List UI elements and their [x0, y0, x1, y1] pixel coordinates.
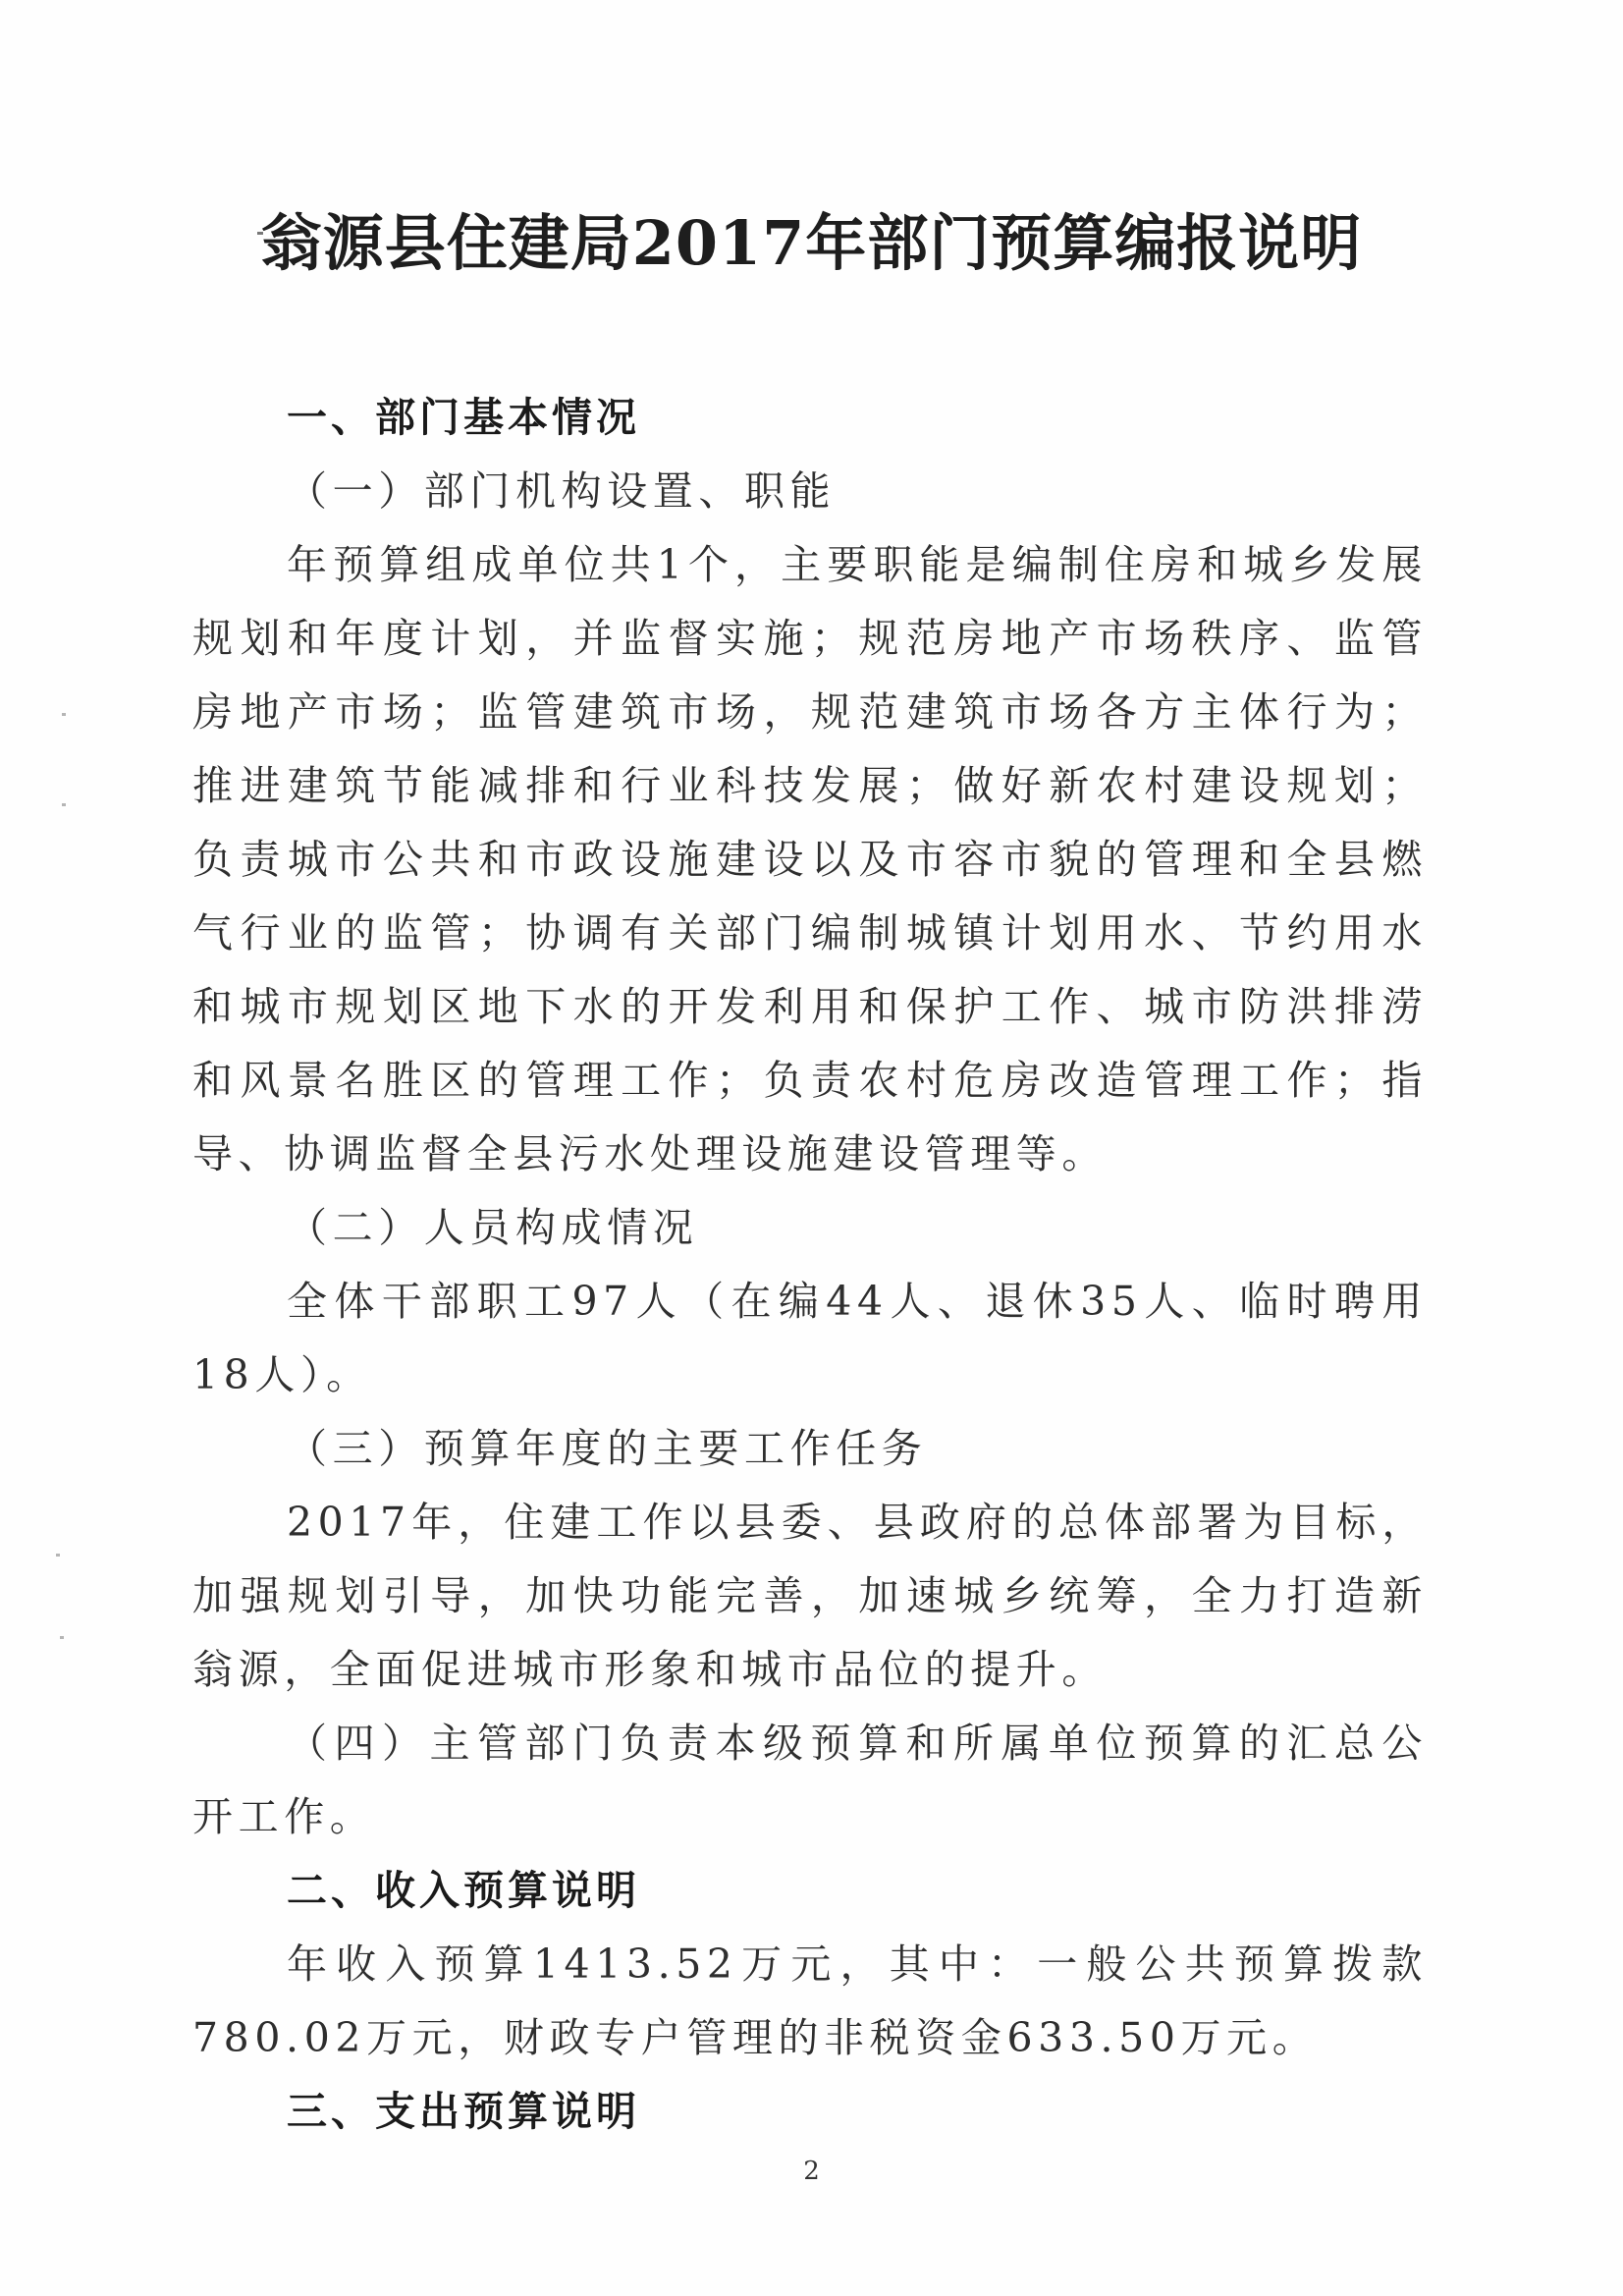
page-number: 2 — [803, 2157, 820, 2186]
subheading-organization: （一）部门机构设置、职能 — [287, 467, 837, 515]
document-body — [192, 381, 1428, 2149]
subheading-tasks: （三）预算年度的主要工作任务 — [287, 1425, 928, 1472]
paragraph-staff: 全体干部职工97人（在编44人、退休35人、临时聘用18人）。 — [192, 1278, 1428, 1398]
scan-speck — [62, 713, 66, 716]
section-heading-income: 二、收入预算说明 — [287, 1867, 640, 1914]
paragraph-income: 年收入预算1413.52万元，其中：一般公共预算拨款780.02万元，财政专户管理的非税资金633.50万元。 — [192, 1941, 1428, 2061]
paragraph-budget-disclosure: （四）主管部门负责本级预算和所属单位预算的汇总公开工作。 — [192, 1720, 1428, 1840]
scan-speck — [62, 803, 66, 806]
section-heading-expenditure: 三、支出预算说明 — [287, 2088, 640, 2135]
paragraph-functions: 年预算组成单位共1个，主要职能是编制住房和城乡发展规划和年度计划，并监督实施；规范房地产市场秩序、监管房地产市场；监管建筑市场，规范建筑市场各方主体行为；推进建筑节能减排和行业科技发展；做好新农村建设规划；负责城市公共和市政设施建设以及市容市貌的管理和全县燃气行业的监管；协调有关部门编制城镇计划用水、节约用水和城市规划区地下水的开发利用和保护工作、城市防洪排涝和风景名胜区的管理工作；负责农村危房改造管理工作；指导、协调监督全县污水处理设施建设管理等。 — [192, 541, 1428, 1177]
paragraph-tasks: 2017年，住建工作以县委、县政府的总体部署为目标，加强规划引导，加快功能完善，加速城乡统筹，全力打造新翁源，全面促进城市形象和城市品位的提升。 — [192, 1499, 1428, 1693]
section-heading-basic-info: 一、部门基本情况 — [287, 394, 640, 441]
scan-speck — [56, 1554, 60, 1557]
scan-speck — [60, 1636, 64, 1639]
document-title: 翁源县住建局2017年部门预算编报说明 — [260, 207, 1363, 279]
subheading-staff: （二）人员构成情况 — [287, 1204, 699, 1251]
